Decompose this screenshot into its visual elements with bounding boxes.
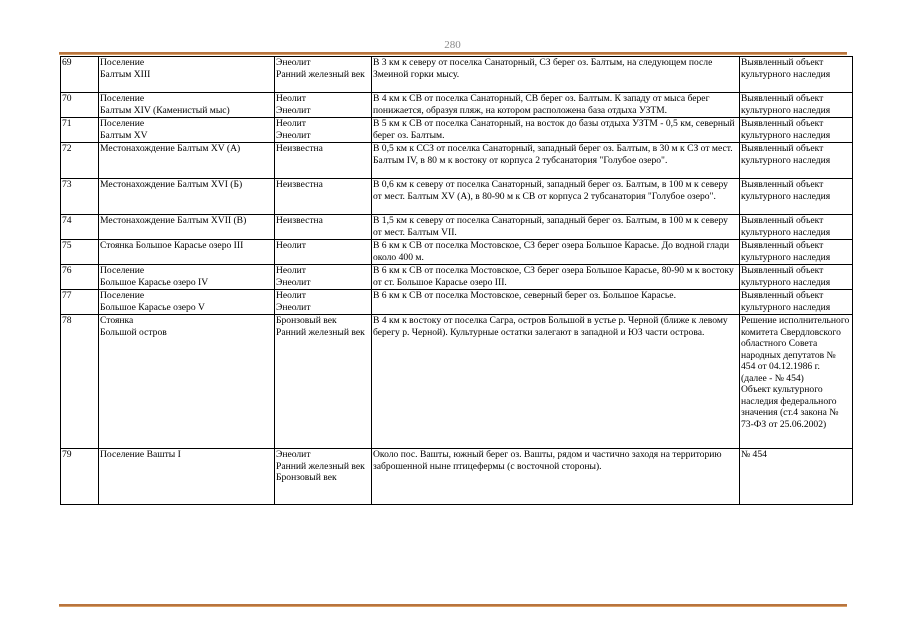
- protection-status: Выявленный объект культурного наследия: [740, 240, 853, 265]
- site-location: В 4 км к СВ от поселка Санаторный, СВ берег оз. Балтым. К западу от мыса берег понижается, образуя пляж, на котором расположена база отдыха УЗТМ.: [372, 93, 740, 118]
- site-location: В 6 км к СВ от поселка Мостовское, СЗ берег озера Большое Карасье. До водной глади около 400 м.: [372, 240, 740, 265]
- site-name: Стоянка Большой остров: [99, 315, 275, 449]
- site-period: Энеолит Ранний железный век Бронзовый век: [275, 449, 372, 505]
- protection-status: Выявленный объект культурного наследия: [740, 265, 853, 290]
- site-name: Местонахождение Балтым XV (А): [99, 143, 275, 179]
- site-period: Неолит Энеолит: [275, 118, 372, 143]
- site-name: Стоянка Большое Карасье озеро III: [99, 240, 275, 265]
- row-number: 71: [61, 118, 99, 143]
- site-name: Поселение Вашты I: [99, 449, 275, 505]
- site-name: Поселение Большое Карасье озеро V: [99, 290, 275, 315]
- row-number: 76: [61, 265, 99, 290]
- site-name: Поселение Большое Карасье озеро IV: [99, 265, 275, 290]
- site-location: В 3 км к северу от поселка Санаторный, СЗ берег оз. Балтым, на следующем после Змеиной горки мысу.: [372, 57, 740, 93]
- protection-status: Выявленный объект культурного наследия: [740, 179, 853, 215]
- protection-status: № 454: [740, 449, 853, 505]
- site-name: Поселение Балтым XV: [99, 118, 275, 143]
- site-period: Неолит Энеолит: [275, 93, 372, 118]
- protection-status: Выявленный объект культурного наследия: [740, 57, 853, 93]
- table-row: [61, 57, 853, 93]
- table-row: [61, 315, 853, 449]
- site-location: В 6 км к СВ от поселка Мостовское, СЗ берег озера Большое Карасье, 80-90 м к востоку от ст. Большое Карасье озеро III.: [372, 265, 740, 290]
- row-number: 70: [61, 93, 99, 118]
- protection-status: Выявленный объект культурного наследия: [740, 93, 853, 118]
- site-period: Неолит: [275, 240, 372, 265]
- table-row: [61, 290, 853, 315]
- site-name: Местонахождение Балтым XVII (В): [99, 215, 275, 240]
- table-row: [61, 449, 853, 505]
- table-row: [61, 265, 853, 290]
- site-period: Неизвестна: [275, 143, 372, 179]
- site-period: Неизвестна: [275, 179, 372, 215]
- site-location: Около пос. Вашты, южный берег оз. Вашты, рядом и частично заходя на территорию заброшенной ныне птицефермы (с восточной стороны).: [372, 449, 740, 505]
- table-row: [61, 93, 853, 118]
- row-number: 73: [61, 179, 99, 215]
- row-number: 78: [61, 315, 99, 449]
- heritage-register-table: [60, 56, 853, 505]
- row-number: 74: [61, 215, 99, 240]
- site-period: Неолит Энеолит: [275, 290, 372, 315]
- site-period: Бронзовый век Ранний железный век: [275, 315, 372, 449]
- row-number: 77: [61, 290, 99, 315]
- site-period: Энеолит Ранний железный век: [275, 57, 372, 93]
- row-number: 72: [61, 143, 99, 179]
- site-location: В 0,5 км к ССЗ от поселка Санаторный, западный берег оз. Балтым, в 30 м к СЗ от мест. Балтым IV, в 80 м к востоку от корпуса 2 тубсанатория "Голубое озеро".: [372, 143, 740, 179]
- site-name: Местонахождение Балтым XVI (Б): [99, 179, 275, 215]
- table-row: [61, 143, 853, 179]
- table-body: [61, 57, 853, 505]
- table-row: [61, 118, 853, 143]
- table-row: [61, 215, 853, 240]
- site-location: В 0,6 км к северу от поселка Санаторный, западный берег оз. Балтым, в 100 м к северу от мест. Балтым XV (А), в 80-90 м к СВ от корпуса 2 тубсанатория "Голубое озеро".: [372, 179, 740, 215]
- row-number: 79: [61, 449, 99, 505]
- site-location: В 4 км к востоку от поселка Сагра, остров Большой в устье р. Черной (ближе к левому берегу р. Черной). Культурные остатки залегают в западной и ЮЗ части острова.: [372, 315, 740, 449]
- table-row: [61, 179, 853, 215]
- page-number: 280: [444, 39, 461, 51]
- site-location: В 1,5 км к северу от поселка Санаторный, западный берег оз. Балтым, в 100 м к северу от мест. Балтым VII.: [372, 215, 740, 240]
- site-period: Неолит Энеолит: [275, 265, 372, 290]
- protection-status: Выявленный объект культурного наследия: [740, 118, 853, 143]
- row-number: 75: [61, 240, 99, 265]
- protection-status: Выявленный объект культурного наследия: [740, 143, 853, 179]
- footer-rule: [59, 604, 847, 607]
- site-location: В 6 км к СВ от поселка Мостовское, северный берег оз. Большое Карасье.: [372, 290, 740, 315]
- site-name: Поселение Балтым XIV (Каменистый мыс): [99, 93, 275, 118]
- row-number: 69: [61, 57, 99, 93]
- site-name: Поселение Балтым XIII: [99, 57, 275, 93]
- site-location: В 5 км к СВ от поселка Санаторный, на восток до базы отдыха УЗТМ - 0,5 км, северный берег оз. Балтым.: [372, 118, 740, 143]
- site-period: Неизвестна: [275, 215, 372, 240]
- protection-status: Выявленный объект культурного наследия: [740, 215, 853, 240]
- table-row: [61, 240, 853, 265]
- header-rule: [59, 52, 847, 55]
- protection-status: Выявленный объект культурного наследия: [740, 290, 853, 315]
- protection-status: Решение исполнительного комитета Свердловского областного Совета народных депутатов № 454 от 04.12.1986 г. (далее - № 454) Объект культурного наследия федерального значения (ст.4 закона № 73-ФЗ от 25.06.2002): [740, 315, 853, 449]
